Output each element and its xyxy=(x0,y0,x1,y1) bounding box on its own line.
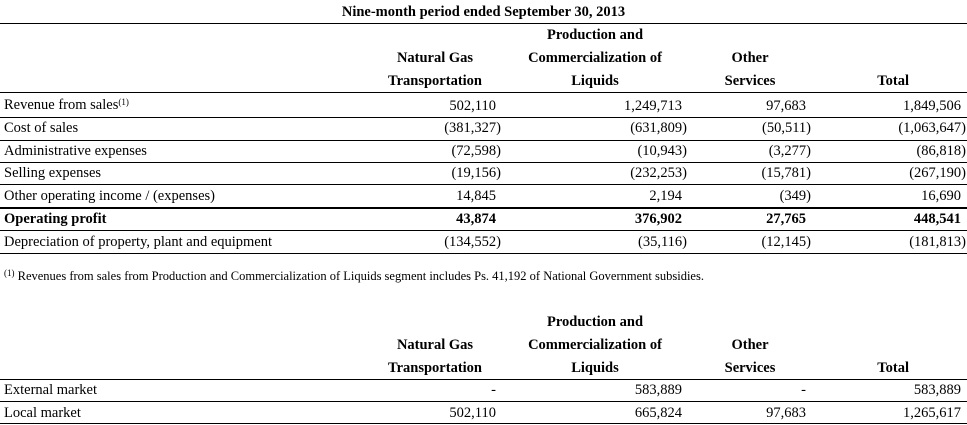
col2-header-line1: Production and xyxy=(546,314,644,330)
table-row-label: Selling expenses xyxy=(4,165,102,181)
table1-header-rule xyxy=(0,92,967,93)
table-row-label xyxy=(4,96,129,114)
footnote-text: Revenues from sales from Production and Commercialization of Liquids segment includes Ps. 41,192 of National Government subsidies. xyxy=(17,269,704,283)
col3-header-line1: Other xyxy=(731,337,769,353)
table-cell: (10,943) xyxy=(637,143,687,159)
table-cell: 43,874 xyxy=(456,211,496,227)
table-cell: (50,511) xyxy=(762,120,811,136)
row-label-text: Revenue from sales xyxy=(4,97,119,113)
col1-header-line2: Transportation xyxy=(388,360,482,376)
table-row-label: Other operating income / (expenses) xyxy=(4,188,215,204)
row-rule xyxy=(0,253,967,254)
period-title: Nine-month period ended September 30, 2013 xyxy=(341,4,626,20)
col1-header-line1: Natural Gas xyxy=(396,337,474,353)
table-row-label: Cost of sales xyxy=(4,120,79,136)
col3-header-line2: Services xyxy=(724,360,776,376)
table-row-label: Local market xyxy=(4,405,81,421)
table-cell: (381,327) xyxy=(444,120,501,136)
col1-header-line1: Natural Gas xyxy=(396,50,474,66)
table-cell: (1,063,647) xyxy=(898,120,966,136)
row-rule xyxy=(0,207,967,209)
row-rule xyxy=(0,401,967,402)
table-cell: 376,902 xyxy=(634,211,682,227)
table-cell: (349) xyxy=(779,188,811,204)
row-rule xyxy=(0,140,967,141)
row-rule xyxy=(0,423,967,424)
table-cell: (232,253) xyxy=(630,165,687,181)
table-cell: 665,824 xyxy=(634,405,682,421)
table-cell: (86,818) xyxy=(916,143,966,159)
table-cell: (134,552) xyxy=(444,234,501,250)
table-cell: (12,145) xyxy=(761,234,811,250)
table-row-label: Depreciation of property, plant and equipment xyxy=(4,234,273,250)
title-rule xyxy=(0,23,967,24)
row-rule xyxy=(0,230,967,231)
col4-header: Total xyxy=(877,73,909,89)
col2-header-line2: Commercialization of xyxy=(528,337,662,353)
col2-header-line1: Production and xyxy=(546,27,644,43)
table-row-label: Operating profit xyxy=(4,211,107,227)
col3-header-line2: Services xyxy=(724,73,776,89)
col2-header-line3: Liquids xyxy=(571,360,619,376)
table-cell: 583,889 xyxy=(634,382,682,398)
table-cell: 1,249,713 xyxy=(624,98,682,114)
table-cell: (15,781) xyxy=(761,165,811,181)
table2-header-rule xyxy=(0,379,967,380)
table-row-label: Administrative expenses xyxy=(4,143,147,159)
table-cell: 1,265,617 xyxy=(903,405,961,421)
table-cell: 97,683 xyxy=(766,98,806,114)
row-rule xyxy=(0,184,967,185)
footnote-ref: (1) xyxy=(118,97,129,107)
table-cell: - xyxy=(491,382,496,398)
footnote-marker: (1) xyxy=(4,268,15,278)
table-cell: (19,156) xyxy=(451,165,501,181)
table-cell: 14,845 xyxy=(456,188,496,204)
row-rule xyxy=(0,162,967,163)
table-cell: 1,849,506 xyxy=(903,98,961,114)
table-cell: (631,809) xyxy=(630,120,687,136)
table-row-label: External market xyxy=(4,382,97,398)
row-rule xyxy=(0,117,967,118)
table-cell: (267,190) xyxy=(909,165,966,181)
table-cell: (35,116) xyxy=(638,234,687,250)
footnote xyxy=(4,267,704,285)
table-cell: 16,690 xyxy=(921,188,961,204)
col3-header-line1: Other xyxy=(731,50,769,66)
table-cell: (3,277) xyxy=(768,143,811,159)
table-cell: 2,194 xyxy=(649,188,682,204)
table-cell: (181,813) xyxy=(909,234,966,250)
col4-header: Total xyxy=(877,360,909,376)
table-cell: 448,541 xyxy=(913,211,961,227)
table-cell: 583,889 xyxy=(913,382,961,398)
table-cell: 502,110 xyxy=(449,98,496,114)
col1-header-line2: Transportation xyxy=(388,73,482,89)
table-cell: - xyxy=(801,382,806,398)
table-cell: 502,110 xyxy=(449,405,496,421)
col2-header-line3: Liquids xyxy=(571,73,619,89)
table-cell: 97,683 xyxy=(766,405,806,421)
table-cell: 27,765 xyxy=(766,211,806,227)
col2-header-line2: Commercialization of xyxy=(528,50,662,66)
table-cell: (72,598) xyxy=(451,143,501,159)
